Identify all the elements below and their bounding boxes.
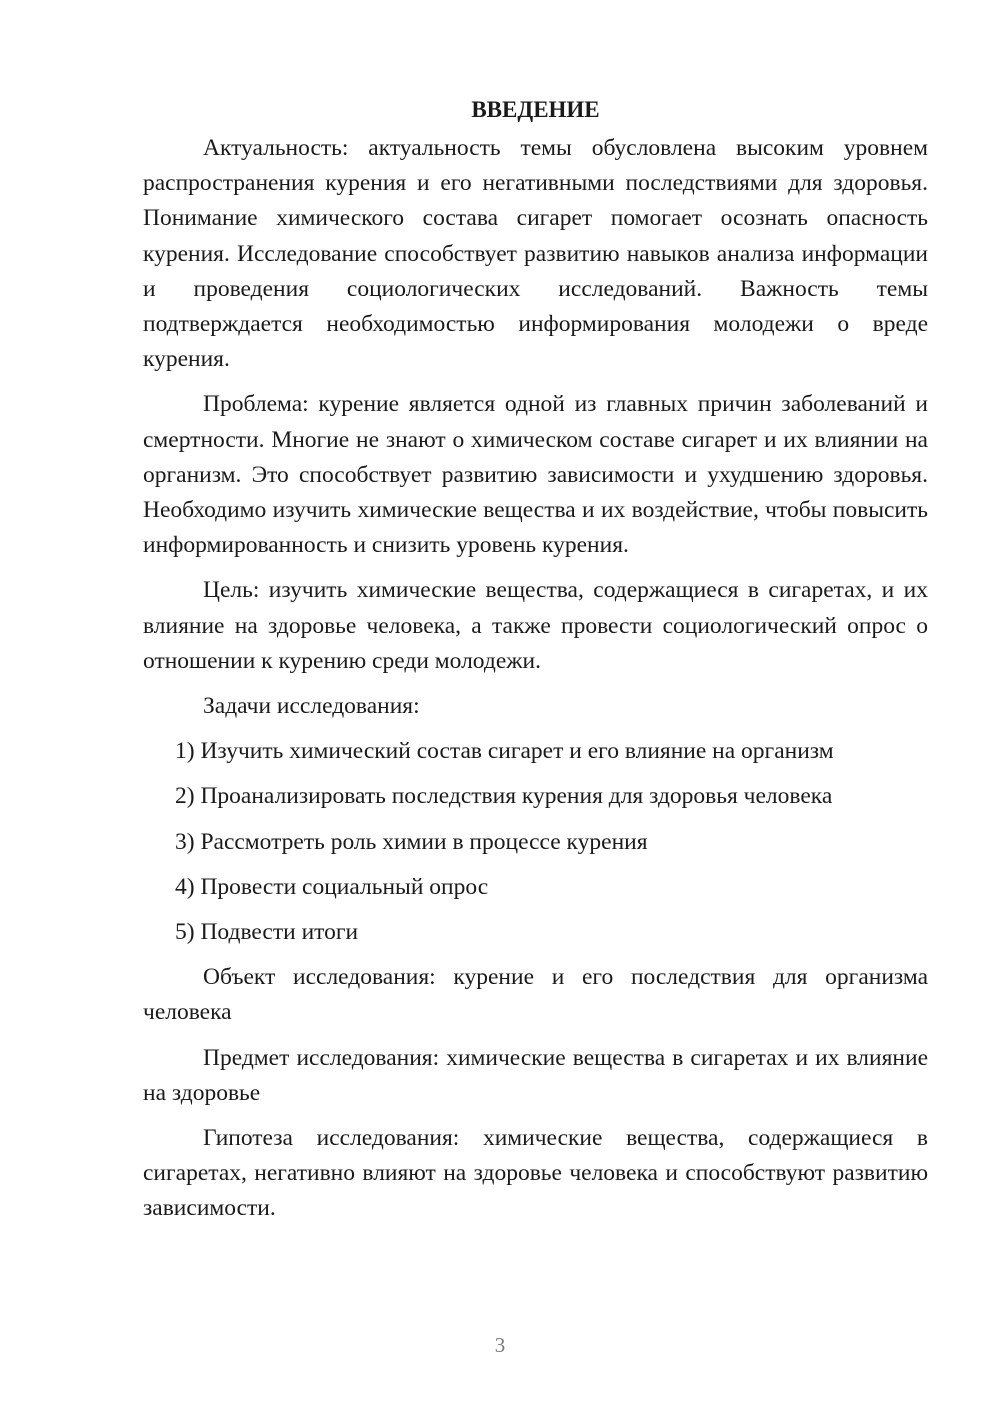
page-number: 3 — [494, 1333, 506, 1357]
hypothesis-paragraph: Гипотеза исследования: химические вещества, содержащиеся в сигаретах, негативно влияют на здоровье человека и способствуют развитию зависимости. — [143, 1125, 928, 1222]
spacer — [143, 563, 928, 573]
goal-paragraph: Цель: изучить химические вещества, содержащиеся в сигаретах, и их влияние на здоровье человека, а также провести социологический опрос о отношении к курению среди молодежи. — [143, 577, 928, 674]
spacer — [143, 1111, 928, 1121]
subject-paragraph: Предмет исследования: химические вещества в сигаретах и их влияние на здоровье — [143, 1044, 928, 1106]
object-paragraph: Объект исследования: курение и его последствия для организма человека — [143, 964, 928, 1026]
spacer — [143, 377, 928, 387]
section-heading: ВВЕДЕНИЕ — [471, 97, 600, 122]
task-item: 3) Рассмотреть роль химии в процессе курения — [175, 828, 648, 855]
tasks-title: Задачи исследования: — [203, 693, 420, 720]
task-item: 5) Подвести итоги — [175, 919, 359, 946]
task-list — [143, 734, 928, 950]
document-page — [143, 92, 928, 1227]
problem-paragraph: Проблема: курение является одной из главных причин заболеваний и смертности. Многие не знают о химическом составе сигарет и их влиянии на организм. Это способствует развитию зависимости и ухудшению здоровья. Необходимо изучить химические вещества и их воздействие, чтобы повысить информированность и снизить уровень курения. — [143, 391, 928, 559]
spacer — [143, 679, 928, 689]
task-item: 1) Изучить химический состав сигарет и его влияние на организм — [175, 738, 834, 765]
relevance-paragraph: Актуальность: актуальность темы обусловлена высоким уровнем распространения курения и его негативными последствиями для здоровья. Понимание химического состава сигарет помогает осознать опасность курения. Исследование способствует развитию навыков анализа информации и проведения социологических исследований. Важность темы подтверждается необходимостью информирования молодежи о вреде курения. — [143, 135, 928, 373]
task-item: 4) Провести социальный опрос — [175, 873, 489, 900]
spacer — [143, 1031, 928, 1041]
task-item: 2) Проанализировать последствия курения для здоровья человека — [175, 783, 833, 810]
